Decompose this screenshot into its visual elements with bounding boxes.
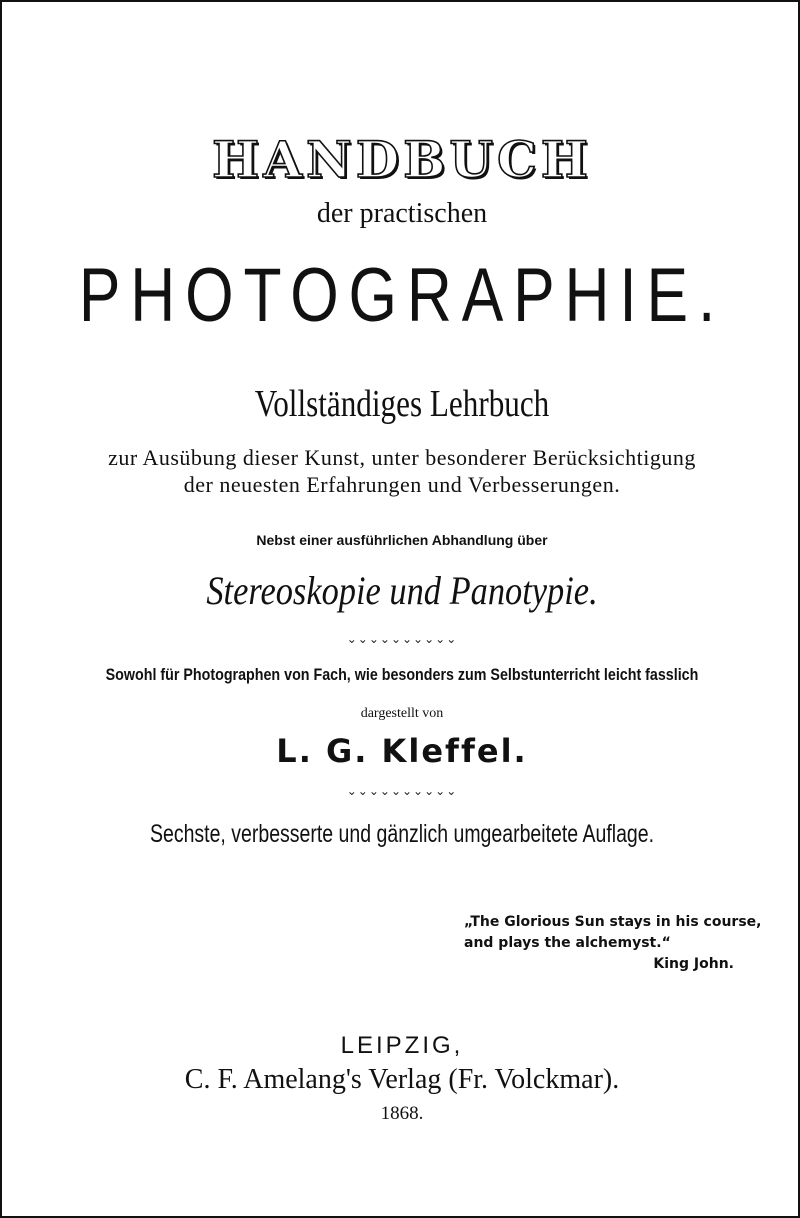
supplement-intro: Nebst einer ausführlichen Abhandlung über [256,532,548,548]
audience-line: Sowohl für Photographen von Fach, wie besonders zum Selbstunterricht leicht fasslich [105,665,699,684]
publisher-name: C. F. Amelang's Verlag (Fr. Volckmar). [184,1064,620,1095]
publication-city: LEIPZIG, [340,1032,464,1059]
ornament-divider-1: ⌄⌄⌄⌄⌄⌄⌄⌄⌄⌄ [346,632,458,646]
epigraph-line-1: „The Glorious Sun stays in his course, [464,914,762,930]
book-title-handbuch: HANDBUCH [212,130,592,189]
epigraph-attribution: King John. [653,956,734,972]
description-line-2: der neuesten Erfahrungen und Verbesserungen. [183,472,621,497]
description-line-1: zur Ausübung dieser Kunst, unter besonderer Berücksichtigung [108,445,696,470]
ornament-divider-2: ⌄⌄⌄⌄⌄⌄⌄⌄⌄⌄ [346,784,458,798]
book-title-photographie: PHOTOGRAPHIE. [78,253,726,338]
book-title-connector: der practischen [316,198,488,229]
supplement-topic: Stereoskopie und Panotypie. [206,568,598,613]
publication-year: 1868. [380,1103,424,1124]
edition-statement: Sechste, verbesserte und gänzlich umgearbeitete Auflage. [149,820,655,848]
presented-by: dargestellt von [360,706,444,721]
epigraph-line-2: and plays the alchemyst.“ [464,935,671,951]
book-subtitle: Vollständiges Lehrbuch [254,383,550,425]
author-name: L. G. Kleffel. [276,732,528,770]
epigraph [464,912,784,975]
